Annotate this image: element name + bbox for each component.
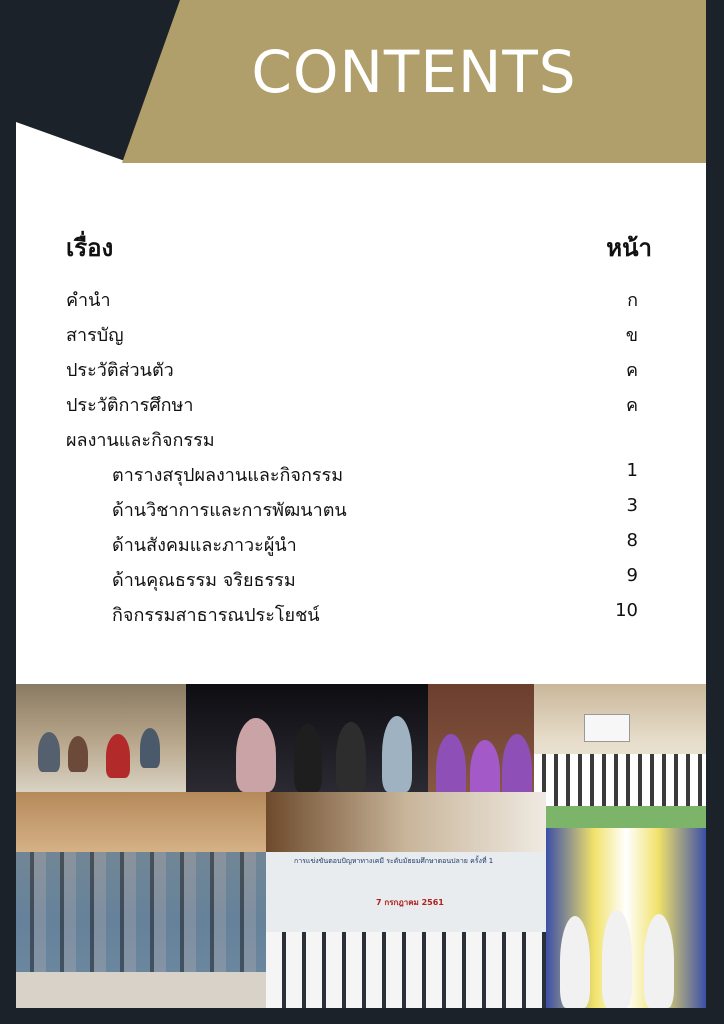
photo-group-portrait (16, 792, 266, 1008)
page-title: CONTENTS (251, 38, 577, 106)
toc-entry-page: 10 (615, 600, 638, 621)
photo-award-ceremony (266, 852, 546, 1008)
toc-entry (0, 355, 724, 385)
photo-stage-performance (186, 684, 428, 792)
toc-entry (0, 320, 724, 350)
toc-entry-title: ประวัติส่วนตัว (66, 360, 174, 381)
photo-auditorium (534, 684, 706, 806)
toc-entry-page: 9 (626, 565, 638, 586)
photo-students-purple (428, 684, 534, 806)
toc-entry-title: ประวัติการศึกษา (66, 395, 194, 416)
toc-entry-title: ด้านคุณธรรม จริยธรรม (112, 570, 296, 591)
toc-entry-page: 1 (626, 460, 638, 481)
toc-entry-page: ก (627, 290, 638, 311)
toc-column-page: หน้า (606, 234, 652, 262)
toc-entry (0, 390, 724, 420)
toc-entry-page: 3 (626, 495, 638, 516)
toc-entry-page: ค (625, 360, 638, 381)
toc-column-topic: เรื่อง (66, 234, 114, 262)
photo-stage-decoration (546, 806, 706, 1008)
toc-entry (0, 530, 724, 560)
toc-entry-page: ค (625, 395, 638, 416)
toc-entry-title: สารบัญ (66, 325, 124, 346)
toc-entry-title: ด้านสังคมและภาวะผู้นำ (112, 535, 297, 556)
toc-entry (0, 600, 724, 630)
toc-entry-page: 8 (626, 530, 638, 551)
toc-entry-title: กิจกรรมสาธารณประโยชน์ (112, 605, 320, 626)
toc-entry (0, 285, 724, 315)
toc-entry (0, 495, 724, 525)
toc-entry (0, 565, 724, 595)
toc-entry-title: ด้านวิชาการและการพัฒนาตน (112, 500, 347, 521)
banner-text-line1: การแข่งขันตอบปัญหาทางเคมี ระดับมัธยมศึกษาตอนปลาย ครั้งที่ 1 (294, 857, 494, 865)
toc-entry-title: ผลงานและกิจกรรม (66, 430, 215, 451)
toc-entry-page: ข (625, 325, 638, 346)
toc-entry (0, 460, 724, 490)
photo-group-activity (16, 684, 186, 792)
toc-entry (0, 425, 724, 455)
photo-collage (16, 684, 706, 1008)
toc-entry-title: คำนำ (66, 290, 111, 311)
toc-entry-title: ตารางสรุปผลงานและกิจกรรม (112, 465, 344, 486)
banner-text-line2: 7 กรกฎาคม 2561 (376, 898, 444, 907)
photo-building-interior (266, 792, 546, 852)
